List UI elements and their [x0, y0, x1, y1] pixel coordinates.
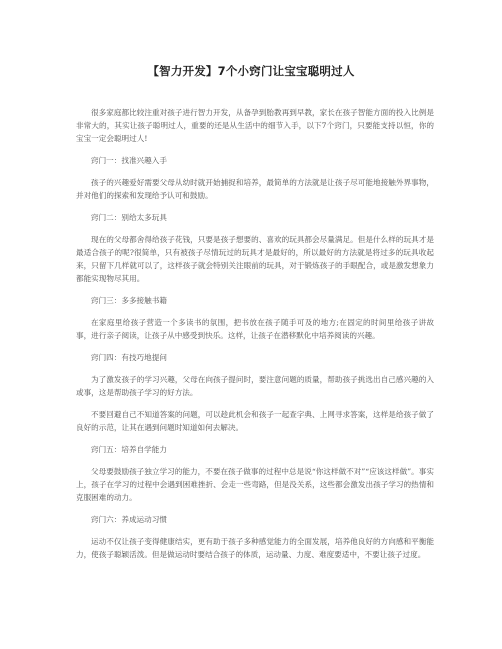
tip-2-paragraph: 现在的父母都舍得给孩子花钱，只要是孩子想要的、喜欢的玩具都会尽量满足。但是什么样的玩具才是最适合孩子的呢?很简单，只有被孩子尽情玩过的玩具才是最好的，所以最好的方法就是将过多的玩具收起来，只留下几样就可以了，这样孩子就会特别关注眼前的玩具，对于锻炼孩子的手眼配合，或是激发想象力都能实现物尽其用。	[76, 235, 434, 283]
tip-4-paragraph-2: 不要回避自己不知道答案的问题，可以趁此机会和孩子一起查字典、上网寻求答案，这样是给孩子做了良好的示范，让其在遇到问题时知道如何去解决。	[76, 410, 434, 432]
tip-6-paragraph: 运动不仅让孩子变得健康结实，更有助于孩子多种感觉能力的全面发展，培养他良好的方向感和平衡能力，使孩子聪颖活泼。但是做运动时要结合孩子的体质，运动量、力度、难度要适中，不要让孩子过度。	[76, 537, 434, 559]
tip-5-paragraph: 父母要鼓励孩子独立学习的能力，不要在孩子做事的过程中总是说“你这样做不对”“应该这样做”。事实上，孩子在学习的过程中会遇到困难挫折、会走一些弯路，但是没关系，这些都会激发出孩子学习的热情和克服困难的动力。	[76, 467, 434, 502]
intro-paragraph: 很多家庭都比较注重对孩子进行智力开发，从备孕到胎教再到早教，家长在孩子智能方面的投入比例是非常大的，其实让孩子聪明过人，重要的还是从生活中的细节入手，以下7个窍门，只要能支持以恒，你的宝宝一定会聪明过人!	[76, 108, 434, 143]
document-title: 【智力开发】7个小窍门让宝宝聪明过人	[147, 64, 355, 78]
document-body	[76, 106, 434, 570]
tip-2-heading: 窍门二：别给太多玩具	[91, 213, 167, 222]
tip-4-paragraph-1: 为了激发孩子的学习兴趣，父母在向孩子提问时，要注意问题的质量，帮助孩子挑选出自己感兴趣的入或事，这是帮助孩子学习的好方法。	[76, 375, 434, 397]
tip-3-paragraph: 在家庭里给孩子营造一个多读书的氛围，把书放在孩子随手可及的地方;在固定的时间里给孩子讲故事，进行亲子阅读，让孩子从中感受到快乐。这样，让孩子在潜移默化中培养阅读的兴趣。	[76, 318, 434, 340]
tip-1-paragraph: 孩子的兴趣爱好需要父母从幼时就开始捕捉和培养，最简单的方法就是让孩子尽可能地接触外界事物，并对他们的探索和发现给予认可和鼓励。	[76, 178, 434, 200]
tip-3-heading: 窍门三：多多接触书籍	[91, 296, 167, 305]
tip-6-heading: 窍门六：养成运动习惯	[91, 515, 167, 524]
tip-1-heading: 窍门一：找准兴趣入手	[91, 156, 167, 165]
tip-4-heading: 窍门四：有技巧地提问	[91, 353, 167, 362]
tip-5-heading: 窍门五：培养自学能力	[91, 445, 167, 454]
